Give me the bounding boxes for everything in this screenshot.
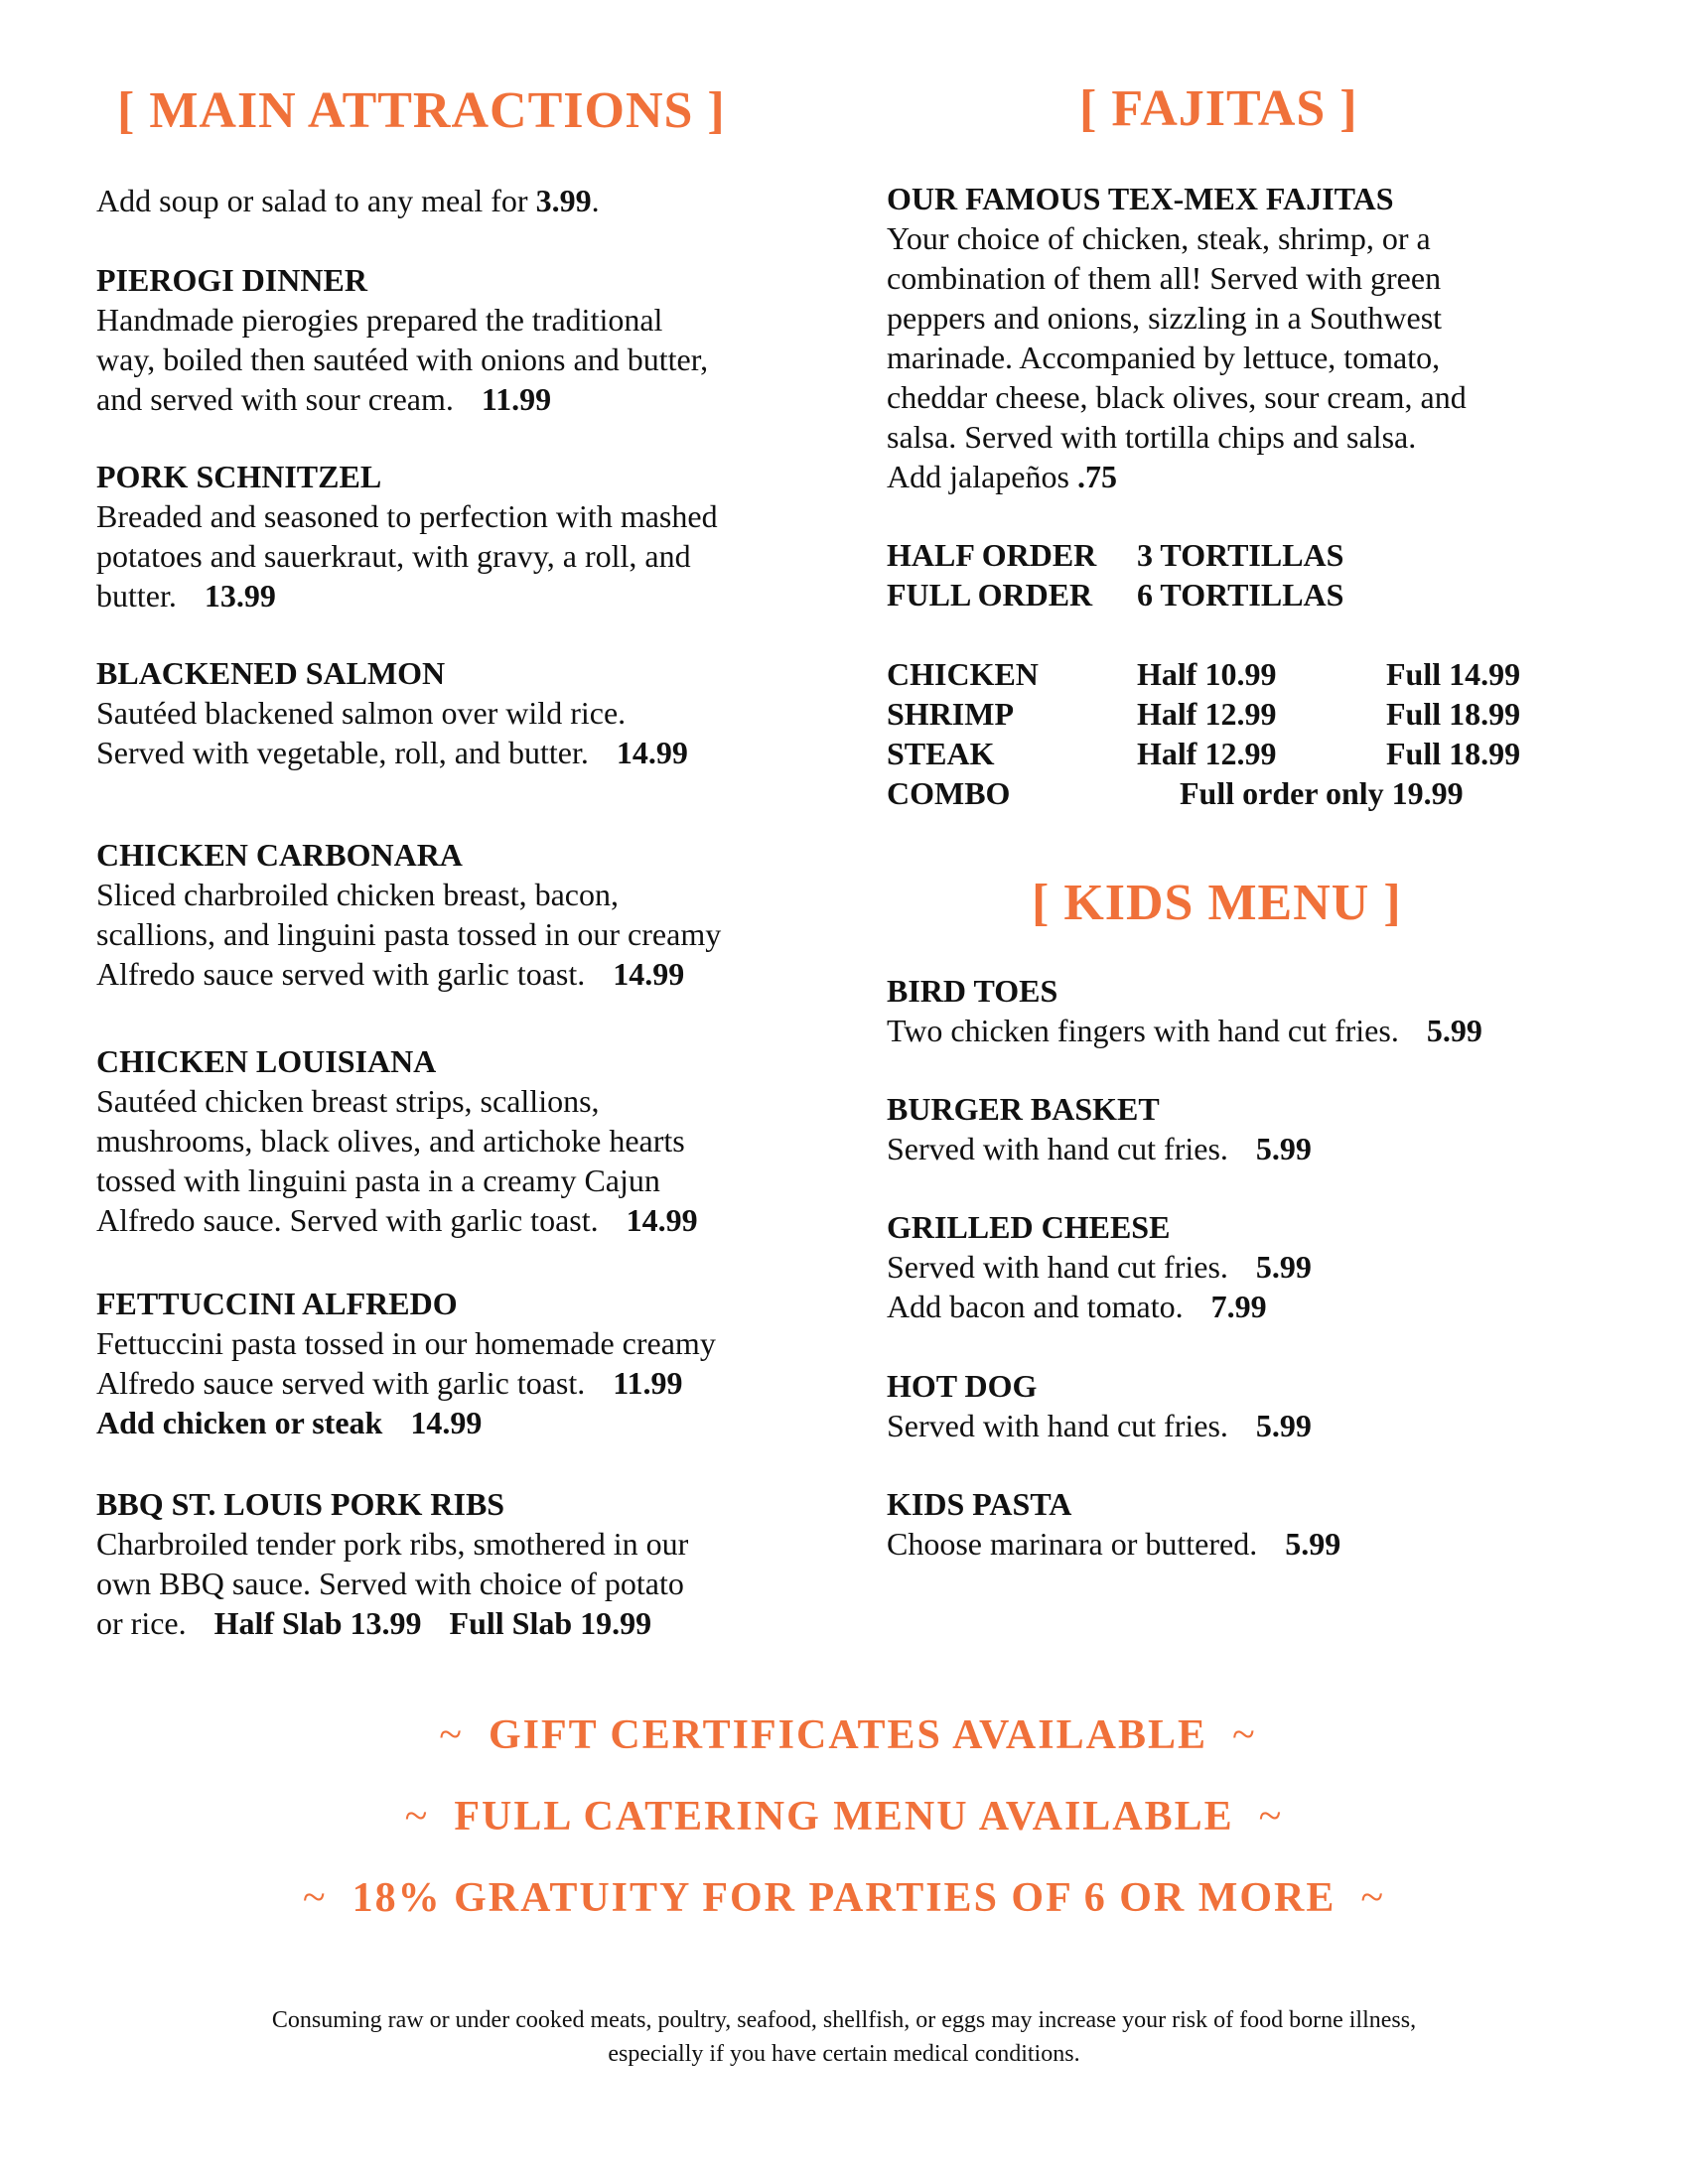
item-price: 11.99	[613, 1365, 683, 1401]
item-name: GRILLED CHEESE	[887, 1209, 1171, 1245]
item-name: BLACKENED SALMON	[96, 655, 446, 691]
fajita-full-price: Full 18.99	[1386, 696, 1521, 732]
fajita-full-price: Full 14.99	[1386, 656, 1521, 692]
item-price: 11.99	[481, 381, 552, 417]
fajitas-desc-line: cheddar cheese, black olives, sour cream, and	[887, 379, 1467, 415]
item-price: 14.99	[613, 956, 685, 992]
banner-text: FULL CATERING MENU AVAILABLE	[454, 1794, 1234, 1840]
tilde: ~	[404, 1794, 430, 1840]
main-intro	[96, 181, 811, 220]
item-name: HOT DOG	[887, 1368, 1038, 1404]
item-extra-price: 7.99	[1210, 1289, 1267, 1324]
item-name: PIEROGI DINNER	[96, 262, 367, 298]
kids-item-bird-toes	[887, 971, 1582, 1050]
item-extra: Add bacon and tomato.	[887, 1289, 1184, 1324]
menu-item-chicken-carbonara	[96, 835, 811, 994]
item-desc-line: scallions, and linguini pasta tossed in our creamy	[96, 916, 722, 952]
item-desc-line: or rice.	[96, 1605, 187, 1641]
disclaimer-line: especially if you have certain medical conditions.	[608, 2041, 1080, 2067]
fajita-combo-note: Full order only 19.99	[1180, 775, 1464, 811]
fajitas-desc-line: Your choice of chicken, steak, shrimp, or a	[887, 220, 1431, 256]
item-name: BIRD TOES	[887, 973, 1058, 1009]
item-name: FETTUCCINI ALFREDO	[96, 1286, 458, 1321]
item-desc-line: Handmade pierogies prepared the traditional	[96, 302, 663, 338]
kids-item-burger-basket	[887, 1089, 1582, 1168]
fajitas-desc-line: peppers and onions, sizzling in a Southwest	[887, 300, 1443, 336]
item-desc: Served with hand cut fries.	[887, 1131, 1228, 1166]
item-desc-line: Sautéed blackened salmon over wild rice.	[96, 695, 627, 731]
item-addon: Add chicken or steak	[96, 1405, 383, 1440]
item-price: 14.99	[616, 735, 688, 770]
menu-item-pierogi	[96, 260, 811, 419]
banner-gratuity	[0, 1874, 1688, 1922]
item-name: CHICKEN LOUISIANA	[96, 1043, 437, 1079]
item-name: BBQ ST. LOUIS PORK RIBS	[96, 1486, 505, 1522]
item-desc: Choose marinara or buttered.	[887, 1526, 1258, 1562]
item-name: BURGER BASKET	[887, 1091, 1160, 1127]
order-size-value: 6 TORTILLAS	[1137, 577, 1344, 613]
fajita-full-price: Full 18.99	[1386, 736, 1521, 771]
item-desc: Served with hand cut fries.	[887, 1408, 1228, 1443]
item-name: PORK SCHNITZEL	[96, 459, 382, 494]
item-price: 5.99	[1426, 1013, 1482, 1048]
menu-item-fettuccini-alfredo	[96, 1284, 811, 1442]
kids-item-grilled-cheese	[887, 1207, 1582, 1326]
fajitas-heading: [ FAJITAS ]	[1079, 80, 1358, 137]
tilde: ~	[302, 1875, 328, 1921]
fajitas-addon-price: .75	[1076, 459, 1117, 494]
item-desc-line: Alfredo sauce served with garlic toast.	[96, 956, 586, 992]
item-half-price: Half Slab 13.99	[213, 1605, 422, 1641]
fajita-type: STEAK	[887, 736, 995, 771]
fajita-type: SHRIMP	[887, 696, 1014, 732]
fajitas-desc-line: combination of them all! Served with green	[887, 260, 1442, 296]
item-price: 13.99	[204, 578, 276, 614]
menu-item-blackened-salmon	[96, 653, 811, 772]
item-desc-line: tossed with linguini pasta in a creamy Cajun	[96, 1162, 660, 1198]
banner-text: 18% GRATUITY FOR PARTIES OF 6 OR MORE	[352, 1875, 1336, 1921]
tilde: ~	[439, 1712, 464, 1758]
fajitas-addon: Add jalapeños	[887, 459, 1077, 494]
item-name: KIDS PASTA	[887, 1486, 1072, 1522]
item-price: 5.99	[1285, 1526, 1341, 1562]
menu-item-chicken-louisiana	[96, 1041, 811, 1240]
item-desc-line: Served with vegetable, roll, and butter.	[96, 735, 589, 770]
fajita-type: CHICKEN	[887, 656, 1039, 692]
fajita-type: COMBO	[887, 775, 1011, 811]
item-price: 5.99	[1255, 1131, 1312, 1166]
banner-text: GIFT CERTIFICATES AVAILABLE	[489, 1712, 1207, 1758]
item-desc-line: Alfredo sauce served with garlic toast.	[96, 1365, 586, 1401]
menu-item-pork-schnitzel	[96, 457, 811, 615]
item-desc-line: Sliced charbroiled chicken breast, bacon,	[96, 877, 619, 912]
item-desc-line: potatoes and sauerkraut, with gravy, a roll, and	[96, 538, 691, 574]
item-desc: Served with hand cut fries.	[887, 1249, 1228, 1285]
kids-item-hot-dog	[887, 1366, 1582, 1445]
item-price: 5.99	[1255, 1249, 1312, 1285]
item-desc-line: mushrooms, black olives, and artichoke hearts	[96, 1123, 685, 1159]
menu-item-bbq-ribs	[96, 1484, 811, 1643]
banner-catering	[0, 1793, 1688, 1841]
tilde: ~	[1258, 1794, 1284, 1840]
main-intro-price: 3.99	[535, 183, 592, 218]
main-intro-end: .	[591, 183, 600, 218]
food-safety-disclaimer	[0, 2003, 1688, 2071]
item-desc-line: Sautéed chicken breast strips, scallions,	[96, 1083, 600, 1119]
tilde: ~	[1232, 1712, 1257, 1758]
main-attractions-heading: [ MAIN ATTRACTIONS ]	[117, 82, 726, 139]
fajitas-title: OUR FAMOUS TEX-MEX FAJITAS	[887, 181, 1394, 216]
disclaimer-line: Consuming raw or under cooked meats, poultry, seafood, shellfish, or eggs may increase your risk of food borne illness,	[271, 2007, 1417, 2033]
item-desc-line: Charbroiled tender pork ribs, smothered in our	[96, 1526, 689, 1562]
item-price: 14.99	[626, 1202, 698, 1238]
banner-gift-certificates	[0, 1711, 1688, 1759]
item-desc-line: and served with sour cream.	[96, 381, 454, 417]
item-name: CHICKEN CARBONARA	[96, 837, 463, 873]
order-size-value: 3 TORTILLAS	[1137, 537, 1344, 573]
item-desc-line: Fettuccini pasta tossed in our homemade creamy	[96, 1325, 716, 1361]
item-desc-line: butter.	[96, 578, 177, 614]
item-desc-line: way, boiled then sautéed with onions and butter,	[96, 341, 709, 377]
item-full-price: Full Slab 19.99	[449, 1605, 652, 1641]
fajita-half-price: Half 12.99	[1137, 696, 1277, 732]
item-desc-line: own BBQ sauce. Served with choice of potato	[96, 1566, 684, 1601]
item-desc-line: Alfredo sauce. Served with garlic toast.	[96, 1202, 599, 1238]
fajitas-description	[887, 179, 1582, 496]
fajitas-desc-line: salsa. Served with tortilla chips and salsa.	[887, 419, 1417, 455]
item-desc: Two chicken fingers with hand cut fries.	[887, 1013, 1399, 1048]
fajita-half-price: Half 10.99	[1137, 656, 1277, 692]
order-size-label: HALF ORDER	[887, 537, 1097, 573]
tilde: ~	[1360, 1875, 1386, 1921]
fajitas-desc-line: marinade. Accompanied by lettuce, tomato,	[887, 340, 1441, 375]
kids-item-kids-pasta	[887, 1484, 1582, 1564]
fajita-half-price: Half 12.99	[1137, 736, 1277, 771]
order-size-label: FULL ORDER	[887, 577, 1093, 613]
main-intro-text: Add soup or salad to any meal for	[96, 183, 536, 218]
item-addon-price: 14.99	[410, 1405, 483, 1440]
item-price: 5.99	[1255, 1408, 1312, 1443]
item-desc-line: Breaded and seasoned to perfection with mashed	[96, 498, 718, 534]
kids-menu-heading: [ KIDS MENU ]	[1032, 875, 1402, 931]
